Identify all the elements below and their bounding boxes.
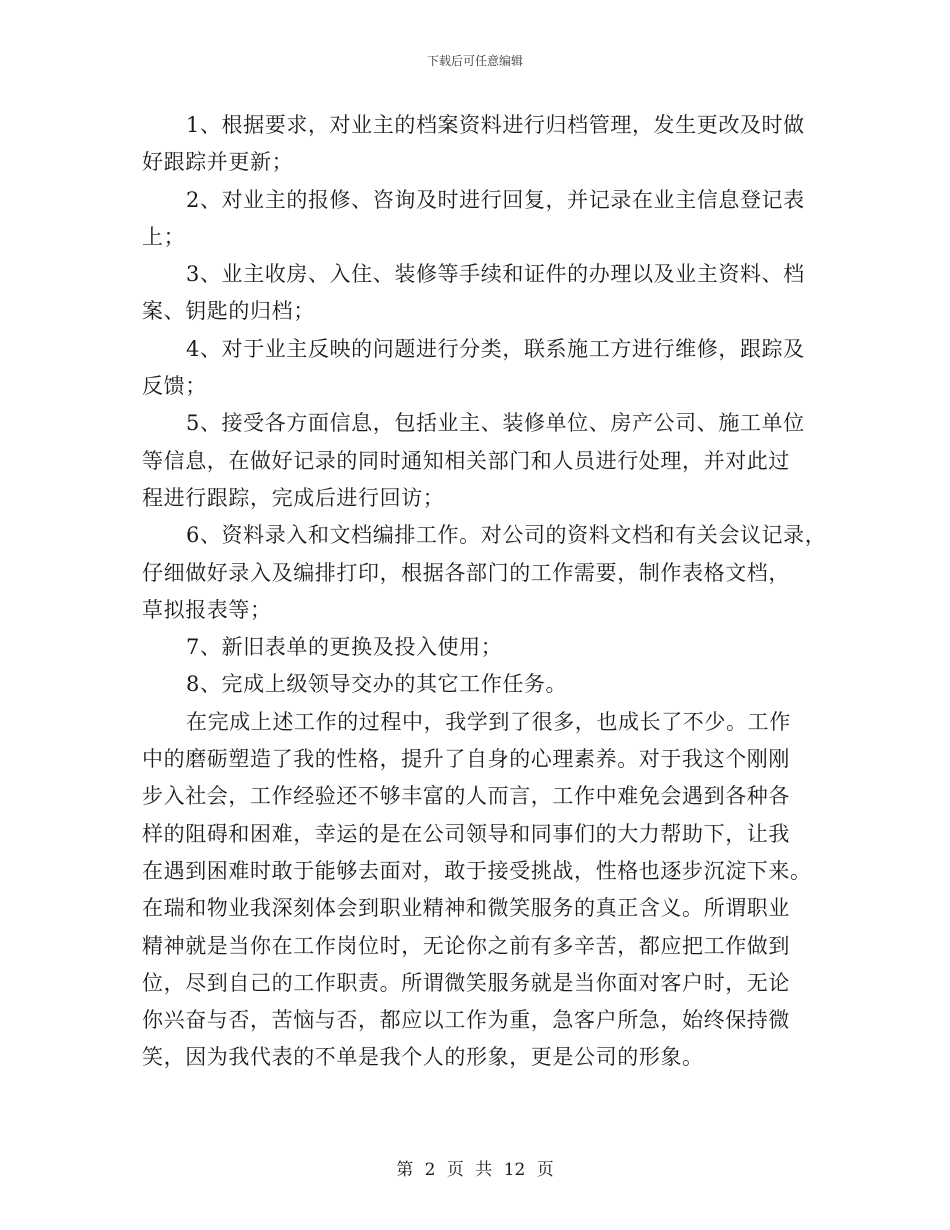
page-number: 第 2 页 共 12 页 [396,1160,554,1180]
text-line: 草拟报表等； [142,597,272,622]
text-line: 5、接受各方面信息，包括业主、装修单位、房产公司、施工单位 [186,411,805,436]
page-header: 下载后可任意编辑 [426,54,523,68]
text-line: 你兴奋与否，苦恼与否，都应以工作为重，急客户所急，始终保持微 [142,1008,790,1033]
text-line: 8、完成上级领导交办的其它工作任务。 [186,672,568,697]
document-body [142,107,827,1077]
text-line: 在完成上述工作的过程中，我学到了很多，也成长了不少。工作 [186,709,791,734]
text-line: 笑，因为我代表的不单是我个人的形象，更是公司的形象。 [142,1045,704,1070]
text-line: 仔细做好录入及编排打印，根据各部门的工作需要，制作表格文档， [142,560,790,585]
text-line: 反馈； [142,374,207,399]
text-line: 6、资料录入和文档编排工作。对公司的资料文档和有关会议记录， [186,523,827,548]
text-line: 在遇到困难时敢于能够去面对，敢于接受挑战，性格也逐步沉淀下来。 [142,858,812,883]
text-line: 样的阻碍和困难，幸运的是在公司领导和同事们的大力帮助下，让我 [142,821,790,846]
text-line: 等信息，在做好记录的同时通知相关部门和人员进行处理，并对此过 [142,448,790,473]
text-line: 在瑞和物业我深刻体会到职业精神和微笑服务的真正含义。所谓职业 [142,896,790,921]
text-line: 1、根据要求，对业主的档案资料进行归档管理，发生更改及时做 [186,113,805,137]
text-line: 精神就是当你在工作岗位时，无论你之前有多辛苦，都应把工作做到 [142,933,790,958]
text-line: 3、业主收房、入住、装修等手续和证件的办理以及业主资料、档 [186,262,805,287]
text-line: 位，尽到自己的工作职责。所谓微笑服务就是当你面对客户时，无论 [142,970,790,995]
text-line: 中的磨砺塑造了我的性格，提升了自身的心理素养。对于我这个刚刚 [142,747,790,772]
text-line: 7、新旧表单的更换及投入使用； [186,635,503,660]
text-line: 案、钥匙的归档； [142,299,315,324]
text-line: 步入社会，工作经验还不够丰富的人而言，工作中难免会遇到各种各 [142,784,790,809]
text-line: 上； [142,224,186,249]
text-line: 程进行跟踪，完成后进行回访； [142,485,445,510]
text-line: 好跟踪并更新； [142,150,294,175]
text-line: 4、对于业主反映的问题进行分类，联系施工方进行维修，跟踪及 [186,336,805,361]
text-line: 2、对业主的报修、咨询及时进行回复，并记录在业主信息登记表 [186,187,805,212]
